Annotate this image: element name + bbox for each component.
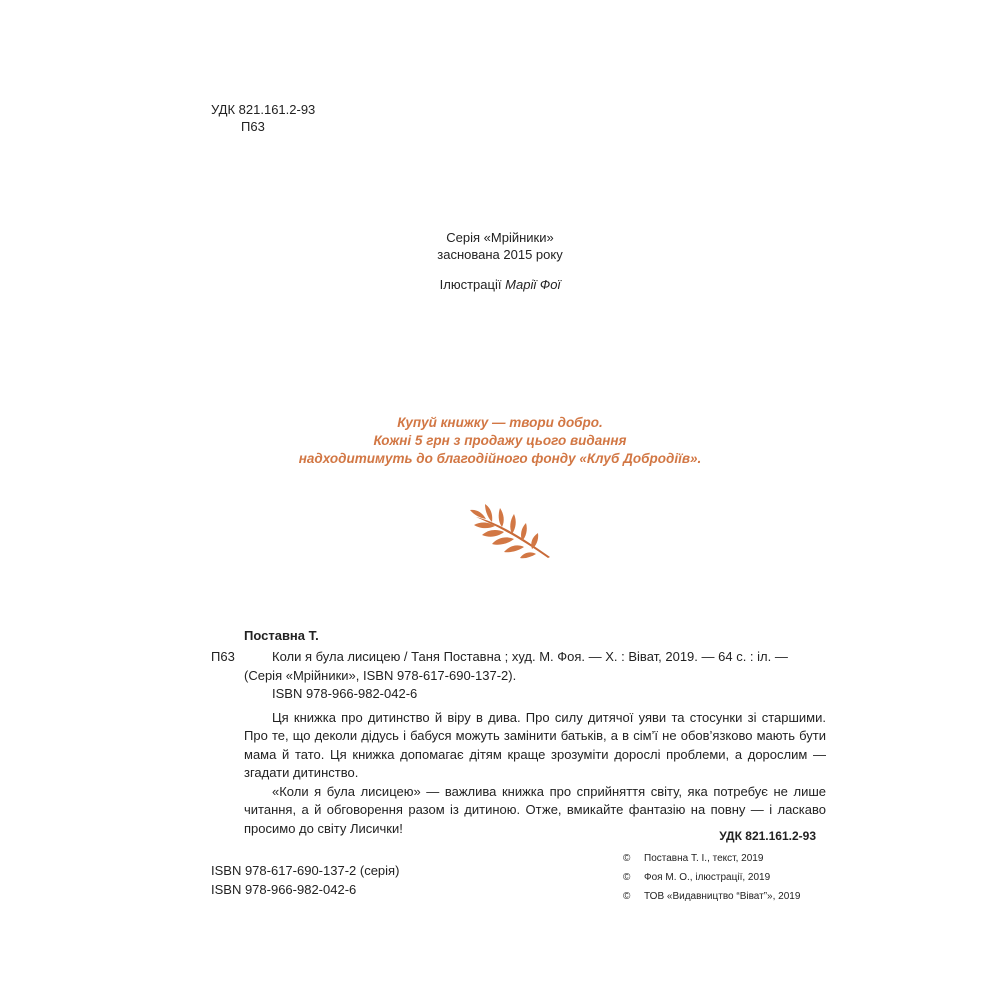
annotation-paragraph-2: «Коли я була лисицею» — важлива книжка про сприйняття світу, яка потребує не лише читання, а й обговорення разом із дитиною. Отже, вмикайте фантазію на повну — і ласкаво просимо до світу Лисички! [244, 783, 826, 836]
copyright-symbol: © [623, 891, 631, 902]
isbn-book: ISBN 978-966-982-042-6 [211, 882, 357, 897]
udk-code: УДК 821.161.2-93 [211, 102, 316, 117]
isbn-block [211, 861, 399, 899]
copyright-text: Фоя М. О., ілюстрації, 2019 [644, 872, 771, 883]
udk-header [211, 101, 315, 135]
charity-line-1: Купуй книжку — твори добро. [397, 415, 603, 430]
series-name: Серія «Мрійники» [446, 230, 554, 245]
copyright-line [623, 868, 800, 887]
copyright-text: ТОВ «Видавництво “Віват”», 2019 [644, 891, 801, 902]
catalog-entry [244, 648, 826, 838]
copyright-line [623, 887, 800, 906]
series-founded: заснована 2015 року [437, 247, 563, 262]
illustrator-name: Марії Фої [505, 277, 561, 292]
illustrations-credit [300, 276, 700, 293]
catalog-code: П63 [211, 649, 235, 664]
illustrations-prefix: Ілюстрації [439, 277, 506, 292]
series-info [300, 229, 700, 293]
copyright-block [623, 849, 800, 906]
charity-message [200, 414, 800, 468]
charity-line-3: надходитимуть до благодійного фонду «Клуб Добродіїв». [298, 451, 702, 466]
rowan-leaf-icon [468, 503, 554, 559]
copyright-line [623, 849, 800, 868]
copyright-symbol: © [623, 872, 631, 883]
catalog-author: Поставна Т. [244, 628, 319, 643]
copyright-text: Поставна Т. І., текст, 2019 [644, 853, 764, 864]
author-sign: П63 [241, 119, 265, 134]
isbn-series: ISBN 978-617-690-137-2 (серія) [211, 863, 400, 878]
annotation-paragraph-1: Ця книжка про дитинство й віру в дива. Про силу дитячої уяви та стосунки зі старшими. Про те, що деколи дідусь і бабуся можуть замінити батьків, а в сім’ї не обов’язково мають бути мама й тато. Ця книжка допомагає дітям краще зрозуміти дорослі проблеми, а дорослим — згадати дитинство. [244, 709, 826, 780]
copyright-symbol: © [623, 853, 631, 864]
bibliographic-description: Коли я була лисицею / Таня Поставна ; худ. М. Фоя. — Х. : Віват, 2019. — 64 с. : іл. — (Серія «Мрійники», ISBN 978-617-690-137-2). [244, 649, 788, 683]
catalog-udk: УДК 821.161.2-93 [719, 829, 816, 843]
catalog-isbn: ISBN 978-966-982-042-6 [272, 686, 418, 701]
charity-line-2: Кожні 5 грн з продажу цього видання [373, 433, 627, 448]
